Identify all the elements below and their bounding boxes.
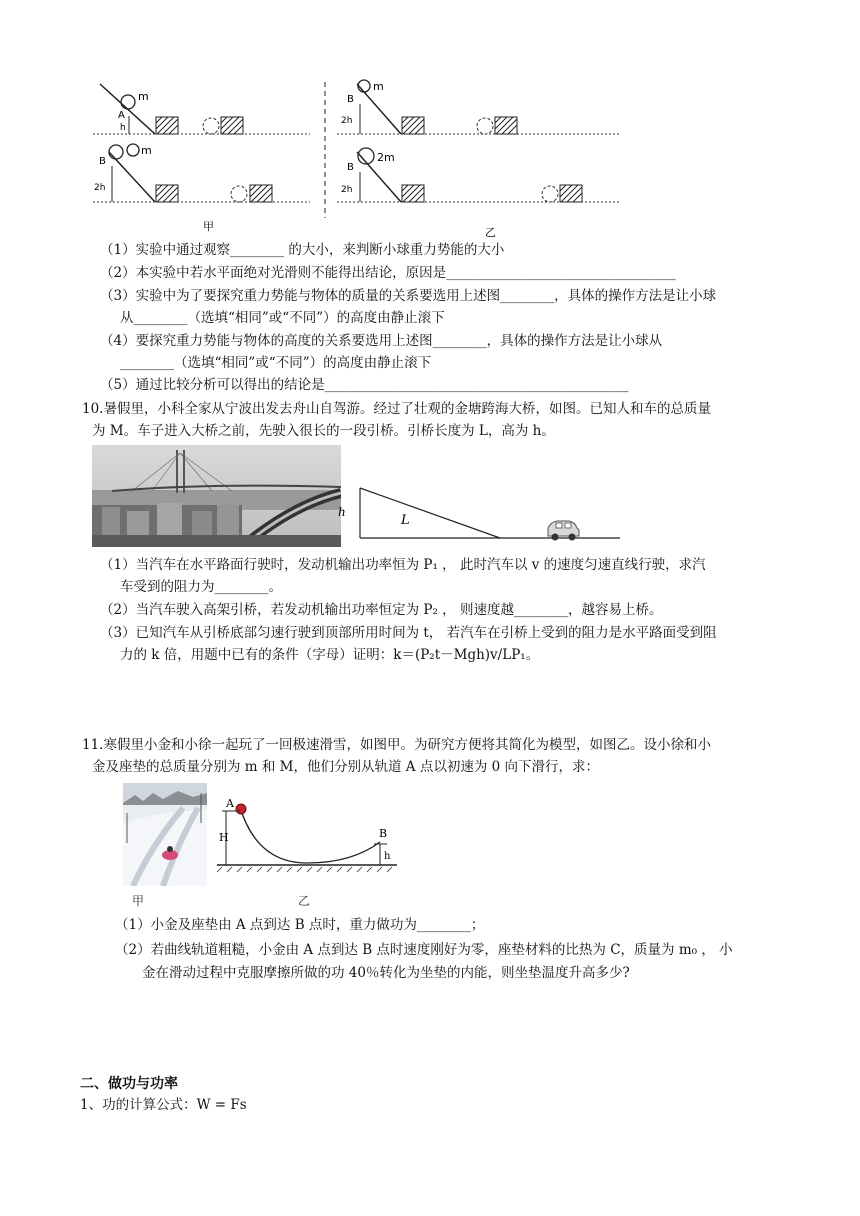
- panel-top-right: [337, 80, 620, 134]
- svg-text:2m: 2m: [377, 151, 395, 164]
- ramp-diagram: [335, 478, 620, 548]
- panel-bottom-left: [93, 144, 310, 202]
- svg-text:m: m: [141, 144, 152, 157]
- label-yi: 乙: [485, 226, 496, 238]
- svg-text:L: L: [401, 513, 410, 528]
- q9-part4-cont: ________（选填“相同”或“不同”）的高度由静止滚下: [120, 355, 432, 371]
- svg-text:h: h: [384, 851, 391, 862]
- caption-jia: 甲: [132, 894, 145, 908]
- svg-text:B: B: [99, 156, 106, 167]
- ski-track-diagram: [212, 797, 402, 872]
- bridge-photo: [92, 445, 341, 547]
- q11-stem-line1: 11.寒假里小金和小徐一起玩了一回极速滑雪，如图甲。为研究方便将其简化为模型，如图乙。设小徐和小: [82, 737, 711, 753]
- q9-part1: （1）实验中通过观察________ 的大小，来判断小球重力势能的大小: [100, 242, 505, 258]
- q11-stem-line2: 金及座垫的总质量分别为 m 和 M，他们分别从轨道 A 点以初速为 0 向下滑行，求：: [92, 759, 600, 775]
- svg-text:2h: 2h: [341, 116, 353, 126]
- svg-text:h: h: [120, 123, 126, 133]
- q10-stem-line1: 10.暑假里，小科全家从宁波出发去舟山自驾游。经过了壮观的金塘跨海大桥，如图。已知人和车的总质量: [82, 401, 711, 417]
- svg-text:2h: 2h: [94, 183, 106, 193]
- q9-part2: （2）本实验中若水平面绝对光滑则不能得出结论，原因是__________________________________: [100, 265, 676, 281]
- q10-part1-cont: 车受到的阻力为________。: [120, 579, 282, 595]
- svg-text:B: B: [347, 94, 354, 105]
- q10-part2: （2）当汽车驶入高架引桥，若发动机输出功率恒定为 P₂ ， 则速度越________，越容易上桥。: [100, 602, 663, 618]
- ski-photo: [123, 783, 207, 886]
- svg-text:2h: 2h: [341, 185, 353, 195]
- section-title: 二、做功与功率: [80, 1076, 178, 1092]
- panel-top-left: [93, 84, 310, 134]
- caption-yi: 乙: [298, 894, 311, 908]
- svg-text:A: A: [226, 797, 234, 810]
- panel-bottom-right: [337, 148, 620, 202]
- q10-stem-line2: 为 M。车子进入大桥之前，先驶入很长的一段引桥。引桥长度为 L，高为 h。: [92, 423, 555, 439]
- q9-part3: （3）实验中为了要探究重力势能与物体的质量的关系要选用上述图________，具体的操作方法是让小球: [100, 288, 717, 304]
- svg-text:h: h: [338, 505, 346, 519]
- q11-part2: （2）若曲线轨道粗糙，小金由 A 点到达 B 点时速度刚好为零，座垫材料的比热为 C，质量为 m₀ ， 小: [115, 942, 733, 958]
- figure-potential-energy-experiment: [85, 78, 625, 238]
- q11-part2-cont: 金在滑动过程中克服摩擦所做的功 40％转化为坐垫的内能，则坐垫温度升高多少?: [142, 965, 630, 981]
- label-jia: 甲: [203, 220, 214, 233]
- svg-text:B: B: [379, 827, 388, 840]
- q10-part3: （3）已知汽车从引桥底部匀速行驶到顶部所用时间为 t， 若汽车在引桥上受到的阻力是水平路面受到阻: [100, 625, 717, 641]
- q9-part3-cont: 从________（选填“相同”或“不同”）的高度由静止滚下: [120, 310, 445, 326]
- q9-part5: （5）通过比较分析可以得出的结论是_____________________________________________: [100, 377, 629, 393]
- q11-part1: （1）小金及座垫由 A 点到达 B 点时，重力做功为________；: [115, 917, 485, 933]
- q9-part4: （4）要探究重力势能与物体的高度的关系要选用上述图________，具体的操作方法是让小球从: [100, 333, 663, 349]
- svg-text:m: m: [373, 80, 384, 93]
- q10-part3-cont: 力的 k 倍，用题中已有的条件（字母）证明：k＝(P₂t－Mgh)v/LP₁。: [120, 647, 540, 663]
- section-item-work-formula: 1、功的计算公式：W = Fs: [80, 1097, 247, 1113]
- svg-text:H: H: [219, 831, 229, 844]
- svg-text:B: B: [347, 162, 354, 173]
- svg-text:m: m: [138, 90, 149, 103]
- svg-text:A: A: [118, 110, 125, 121]
- q10-part1: （1）当汽车在水平路面行驶时，发动机输出功率恒为 P₁ ， 此时汽车以 v 的速度匀速直线行驶，求汽: [100, 557, 706, 573]
